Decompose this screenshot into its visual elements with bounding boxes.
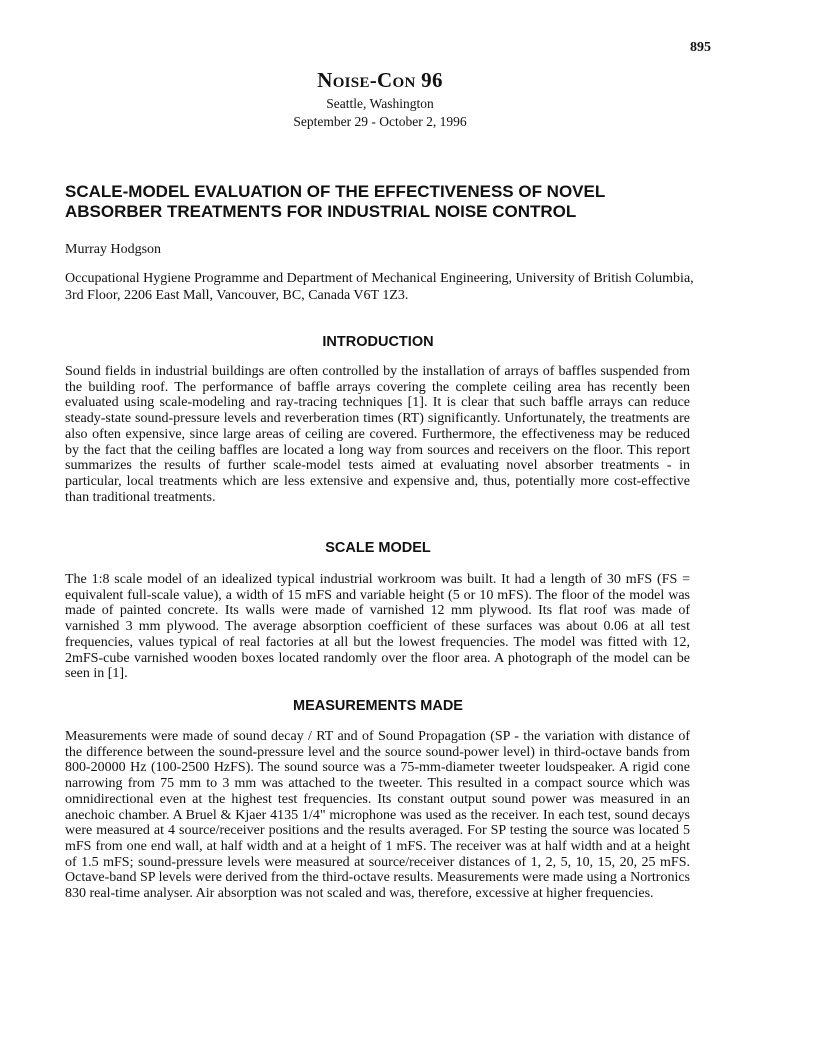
section-heading-scale-model: SCALE MODEL [325, 540, 431, 556]
section-body-introduction: Sound fields in industrial buildings are often controlled by the installation of arrays of baffles suspended from the building roof. The performance of baffle arrays covering the complete ceiling area has recently been evaluated using scale-modeling and ray-tracing techniques [1]. It is clear that such baffle arrays can reduce steady-state sound-pressure levels and reverberation times (RT) significantly. Unfortunately, the treatments are also often expensive, since large areas of ceiling are covered. Furthermore, the effectiveness may be reduced by the fact that the ceiling baffles are located a long way from sources and receivers on the floor. This report summarizes the results of further scale-model tests aimed at evaluating novel absorber treatments - in particular, local treatments which are less extensive and expensive and, thus, potentially more cost-effective than traditional treatments. [65, 364, 690, 505]
author-name: Murray Hodgson [65, 242, 162, 257]
page-number: 895 [690, 40, 711, 55]
author-affiliation: Occupational Hygiene Programme and Department of Mechanical Engineering, University of British Columbia, 3rd Floor, 2206 East Mall, Vancouver, BC, Canada V6T 1Z3. [65, 271, 694, 303]
section-body-scale-model: The 1:8 scale model of an idealized typical industrial workroom was built. It had a length of 30 mFS (FS = equivalent full-scale value), a width of 15 mFS and variable height (5 or 10 mFS). The floor of the model was made of painted concrete. Its walls were made of varnished 12 mm plywood. Its flat roof was made of varnished 3 mm plywood. The average absorption coefficient of these surfaces was about 0.06 at all test frequencies, values typical of real factories at all but the lowest frequencies. The model was fitted with 12, 2mFS-cube varnished wooden boxes located randomly over the floor area. A photograph of the model can be seen in [1]. [65, 572, 690, 682]
paper-title: SCALE-MODEL EVALUATION OF THE EFFECTIVENESS OF NOVEL ABSORBER TREATMENTS FOR INDUSTRIAL NOISE CONTROL [65, 182, 605, 221]
conference-dates: September 29 - October 2, 1996 [293, 114, 467, 129]
section-body-measurements: Measurements were made of sound decay / RT and of Sound Propagation (SP - the variation with distance of the difference between the sound-pressure level and the source sound-power level) in third-octave bands from 800-20000 Hz (100-2500 HzFS). The sound source was a 75-mm-diameter tweeter loudspeaker. A rigid cone narrowing from 75 mm to 3 mm was attached to the tweeter. This resulted in a compact source which was omnidirectional even at the highest test frequencies. Its constant output sound power was measured in an anechoic chamber. A Bruel & Kjaer 4135 1/4" microphone was used as the receiver. In each test, sound decays were measured at 4 source/receiver positions and the results averaged. For SP testing the source was located 5 mFS from one end wall, at half width and at a height of 1 mFS. The receiver was at half width and at a height of 1.5 mFS; sound-pressure levels were measured at source/receiver distances of 1, 2, 5, 10, 15, 20, 25 mFS. Octave-band SP levels were derived from the third-octave results. Measurements were made using a Nortronics 830 real-time analyser. Air absorption was not scaled and was, therefore, excessive at higher frequencies. [65, 729, 690, 902]
conference-name: Noise-Con 96 [317, 68, 443, 92]
section-heading-introduction: INTRODUCTION [322, 334, 434, 350]
conference-location: Seattle, Washington [326, 96, 434, 111]
section-heading-measurements: MEASUREMENTS MADE [293, 698, 463, 714]
